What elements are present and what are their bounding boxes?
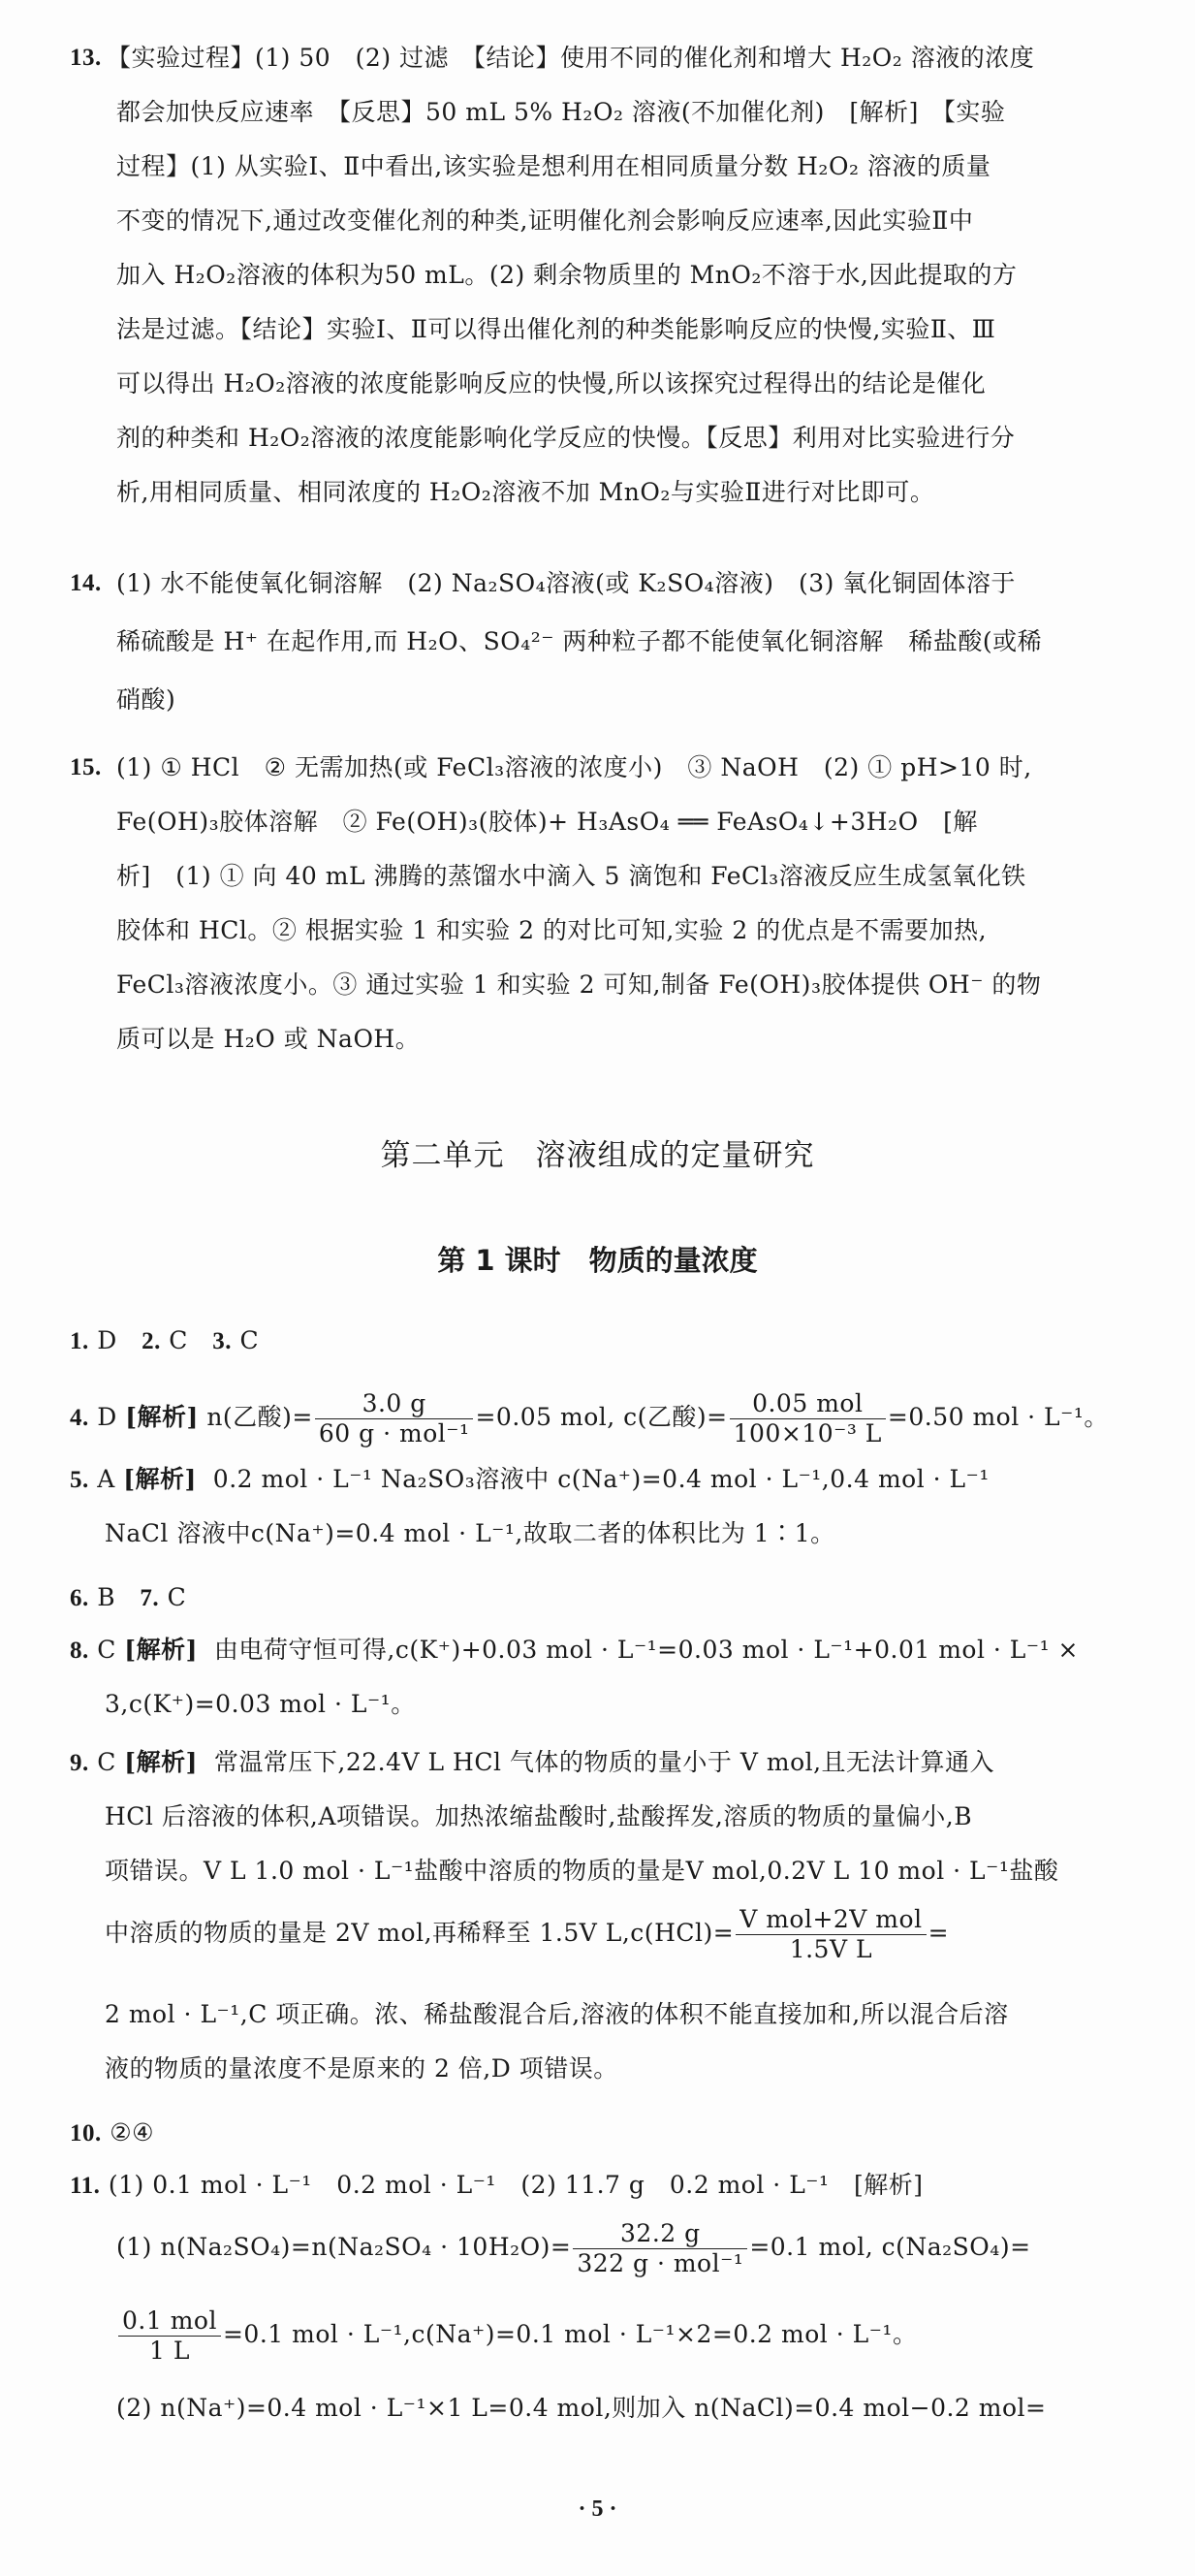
question-10 (70, 2115, 154, 2151)
question-4 (70, 1386, 1109, 1449)
denominator: 60 g · mol⁻¹ (318, 1419, 470, 1447)
question-number: 5. (70, 1467, 89, 1493)
answer-choice: C (239, 1326, 260, 1354)
answer-choice: D (97, 1326, 117, 1354)
answer-choice: C (97, 1748, 116, 1776)
question-number: 2. (142, 1328, 161, 1354)
formula-text: =0.1 mol · L⁻¹,c(Na⁺)=0.1 mol · L⁻¹×2=0.2 mol · L⁻¹。 (222, 2320, 918, 2348)
formula-text: =0.50 mol · L⁻¹。 (887, 1403, 1109, 1431)
answer-line: FeCl₃溶液浓度小。③ 通过实验 1 和实验 2 可知,制备 Fe(OH)₃胶体提供 OH⁻ 的物 (116, 970, 1042, 999)
question-number: 11. (70, 2173, 101, 2199)
numerator: 3.0 g (315, 1389, 474, 1419)
page-number: · 5 · (578, 2496, 617, 2522)
answer-line: 过程】(1) 从实验Ⅰ、Ⅱ中看出,该实验是想利用在相同质量分数 H₂O₂ 溶液的质量 (116, 152, 991, 180)
answer-line: 胶体和 HCl。② 根据实验 1 和实验 2 的对比可知,实验 2 的优点是不需要加热, (116, 916, 988, 944)
answer-line: (1) 水不能使氧化铜溶解 (2) Na₂SO₄溶液(或 K₂SO₄溶液) (3) 氧化铜固体溶于 (116, 569, 1016, 597)
answer-choice: C (97, 1636, 116, 1664)
answer-line: 2 mol · L⁻¹,C 项正确。浓、稀盐酸混合后,溶液的体积不能直接加和,所以混合后溶 (105, 2000, 1009, 2028)
answer-choice: C (169, 1326, 188, 1354)
question-number: 9. (70, 1750, 89, 1776)
answer-line: 剂的种类和 H₂O₂溶液的浓度能影响化学反应的快慢。【反思】利用对比实验进行分 (116, 424, 1016, 452)
fraction (736, 1905, 926, 1964)
answer-line: (1) 0.1 mol · L⁻¹ 0.2 mol · L⁻¹ (2) 11.7 g 0.2 mol · L⁻¹ [解析] (108, 2171, 924, 2199)
fraction (573, 2219, 747, 2278)
answer-line: 析,用相同质量、相同浓度的 H₂O₂溶液不加 MnO₂与实验Ⅱ进行对比即可。 (116, 478, 935, 506)
numerator: 0.1 mol (118, 2306, 221, 2337)
lesson-title: 第 1 课时 物质的量浓度 (437, 1244, 758, 1277)
answer-line: 由电荷守恒可得,c(K⁺)+0.03 mol · L⁻¹=0.03 mol · L⁻¹+0.01 mol · L⁻¹ × (213, 1636, 1080, 1664)
answer-line: 可以得出 H₂O₂溶液的浓度能影响反应的快慢,所以该探究过程得出的结论是催化 (116, 369, 987, 398)
analysis-tag: [解析] (124, 1748, 198, 1776)
formula-text: =0.05 mol, c(乙酸)= (475, 1403, 728, 1431)
answer-line: HCl 后溶液的体积,A项错误。加热浓缩盐酸时,盐酸挥发,溶质的物质的量偏小,B (105, 1802, 973, 1830)
answer-line: 常温常压下,22.4V L HCl 气体的物质的量小于 V mol,且无法计算通入 (213, 1748, 995, 1776)
denominator: 1.5V L (789, 1935, 873, 1963)
answer-line: 硝酸) (116, 685, 176, 714)
answer-line: 稀硫酸是 H⁺ 在起作用,而 H₂O、SO₄²⁻ 两种粒子都不能使氧化铜溶解 稀盐酸(或稀 (116, 627, 1043, 655)
question-number: 10. (70, 2120, 102, 2147)
answer-choice: ②④ (110, 2118, 155, 2147)
answer-line: 0.2 mol · L⁻¹ Na₂SO₃溶液中 c(Na⁺)=0.4 mol · L⁻¹,0.4 mol · L⁻¹ (212, 1465, 990, 1493)
numerator: V mol+2V mol (736, 1905, 926, 1935)
formula-text: 中溶质的物质的量是 2V mol,再稀释至 1.5V L,c(HCl)= (105, 1919, 735, 1947)
question-number: 6. (70, 1585, 89, 1611)
question-number: 8. (70, 1638, 89, 1664)
numerator: 32.2 g (573, 2219, 747, 2249)
answer-line: 液的物质的量浓度不是原来的 2 倍,D 项错误。 (105, 2054, 618, 2083)
question-number: 1. (70, 1328, 89, 1354)
answer-choice: D (97, 1403, 117, 1431)
answer-line: 项错误。V L 1.0 mol · L⁻¹盐酸中溶质的物质的量是V mol,0.2V L 10 mol · L⁻¹盐酸 (105, 1857, 1059, 1885)
answer-line: (2) n(Na⁺)=0.4 mol · L⁻¹×1 L=0.4 mol,则加入 n(NaCl)=0.4 mol−0.2 mol= (116, 2394, 1047, 2422)
answer-line: 法是过滤。【结论】实验Ⅰ、Ⅱ可以得出催化剂的种类能影响反应的快慢,实验Ⅱ、Ⅲ (116, 315, 996, 343)
analysis-tag: [解析] (124, 1636, 198, 1664)
question-number: 4. (70, 1405, 89, 1431)
answer-line: 【实验过程】(1) 50 (2) 过滤 【结论】使用不同的催化剂和增大 H₂O₂ 溶液的浓度 (107, 44, 1035, 72)
answer-line: 析] (1) ① 向 40 mL 沸腾的蒸馏水中滴入 5 滴饱和 FeCl₃溶液反应生成氢氧化铁 (116, 862, 1026, 890)
answer-line: 加入 H₂O₂溶液的体积为50 mL。(2) 剩余物质里的 MnO₂不溶于水,因此提取的方 (116, 261, 1018, 289)
fraction (730, 1389, 886, 1448)
answer-choice: C (167, 1583, 187, 1611)
answer-line: 都会加快反应速率 【反思】50 mL 5% H₂O₂ 溶液(不加催化剂) [解析] 【实验 (116, 98, 1006, 126)
answer-line: 质可以是 H₂O 或 NaOH。 (116, 1025, 421, 1053)
answer-line: Fe(OH)₃胶体溶解 ② Fe(OH)₃(胶体)+ H₃AsO₄ ══ FeAsO₄↓+3H₂O [解 (116, 808, 978, 836)
answer-line: 不变的情况下,通过改变催化剂的种类,证明催化剂会影响反应速率,因此实验Ⅱ中 (116, 207, 974, 235)
question-number: 7. (140, 1585, 160, 1611)
analysis-tag: [解析] (123, 1465, 197, 1493)
answers-6-7 (70, 1580, 186, 1616)
question-number: 3. (212, 1328, 233, 1354)
fraction (118, 2306, 221, 2366)
denominator: 1 L (149, 2337, 190, 2365)
question-number: 15. (70, 754, 102, 780)
formula-text: = (928, 1919, 950, 1947)
denominator: 322 g · mol⁻¹ (577, 2249, 744, 2277)
answer-line: NaCl 溶液中c(Na⁺)=0.4 mol · L⁻¹,故取二者的体积比为 1∶1。 (105, 1519, 835, 1547)
question-number: 13. (70, 45, 102, 71)
answer-line: (1) ① HCl ② 无需加热(或 FeCl₃溶液的浓度小) ③ NaOH (2) ① pH>10 时, (116, 753, 1032, 781)
formula-text: =0.1 mol, c(Na₂SO₄)= (749, 2233, 1031, 2261)
answer-choice: A (97, 1465, 115, 1493)
unit-title: 第二单元 溶液组成的定量研究 (380, 1138, 815, 1173)
denominator: 100×10⁻³ L (733, 1419, 882, 1447)
fraction (315, 1389, 474, 1448)
answer-choice: B (97, 1583, 116, 1611)
question-number: 14. (70, 570, 102, 596)
formula-text: n(乙酸)= (206, 1403, 313, 1431)
analysis-tag: [解析] (125, 1403, 199, 1431)
formula-text: (1) n(Na₂SO₄)=n(Na₂SO₄ · 10H₂O)= (116, 2233, 572, 2261)
answer-line: 3,c(K⁺)=0.03 mol · L⁻¹。 (105, 1690, 416, 1718)
numerator: 0.05 mol (730, 1389, 886, 1419)
answers-1-3 (70, 1323, 259, 1359)
